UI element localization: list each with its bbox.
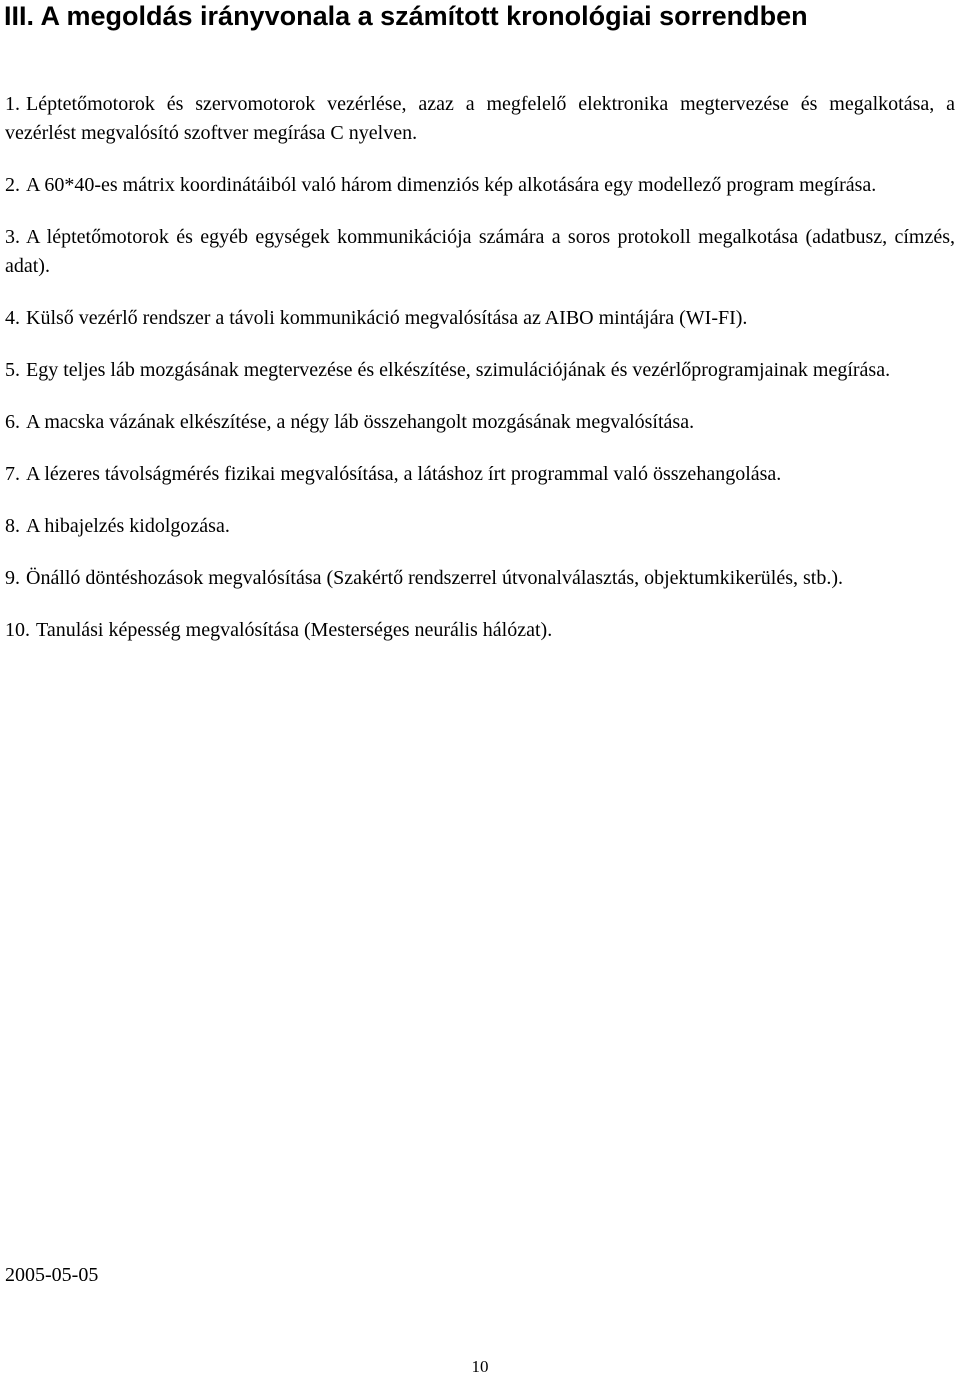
step-list	[5, 90, 955, 668]
item-text: Önálló döntéshozások megvalósítása (Szakértő rendszerrel útvonalválasztás, objektumkikerülés, stb.).	[26, 567, 843, 589]
item-number: 3.	[5, 226, 20, 248]
item-number: 1.	[5, 93, 20, 115]
item-text: Külső vezérlő rendszer a távoli kommunikáció megvalósítása az AIBO mintájára (WI-FI).	[26, 307, 748, 329]
list-item	[5, 90, 955, 148]
list-item	[5, 460, 955, 489]
item-text: Léptetőmotorok és szervomotorok vezérlése, azaz a megfelelő elektronika megtervezése és megalkotása, a vezérlést megvalósító szoftver megírása C nyelven.	[5, 93, 955, 144]
page-number: 10	[471, 1357, 489, 1376]
item-number: 2.	[5, 174, 20, 196]
item-text: A lézeres távolságmérés fizikai megvalósítása, a látáshoz írt programmal való összehangolása.	[26, 463, 782, 485]
list-item	[5, 616, 955, 645]
item-number: 9.	[5, 567, 20, 589]
list-item	[5, 408, 955, 437]
item-number: 10.	[5, 619, 30, 641]
item-text: A hibajelzés kidolgozása.	[26, 515, 230, 537]
list-item	[5, 304, 955, 333]
list-item	[5, 356, 955, 385]
item-text: A 60*40-es mátrix koordinátáiból való három dimenziós kép alkotására egy modellező program megírása.	[26, 174, 877, 196]
item-text: A macska vázának elkészítése, a négy láb összehangolt mozgásának megvalósítása.	[26, 411, 695, 433]
item-number: 7.	[5, 463, 20, 485]
section-title: III. A megoldás irányvonala a számított kronológiai sorrendben	[4, 1, 808, 31]
list-item	[5, 564, 955, 593]
list-item	[5, 512, 955, 541]
item-text: Egy teljes láb mozgásának megtervezése és elkészítése, szimulációjának és vezérlőprogramjainak megírása.	[26, 359, 891, 381]
item-number: 4.	[5, 307, 20, 329]
item-number: 8.	[5, 515, 20, 537]
document-date: 2005-05-05	[5, 1264, 99, 1286]
item-text: A léptetőmotorok és egyéb egységek kommunikációja számára a soros protokoll megalkotása (adatbusz, címzés, adat).	[5, 226, 955, 277]
list-item	[5, 171, 955, 200]
item-text: Tanulási képesség megvalósítása (Mesterséges neurális hálózat).	[36, 619, 553, 641]
item-number: 5.	[5, 359, 20, 381]
list-item	[5, 223, 955, 281]
item-number: 6.	[5, 411, 20, 433]
